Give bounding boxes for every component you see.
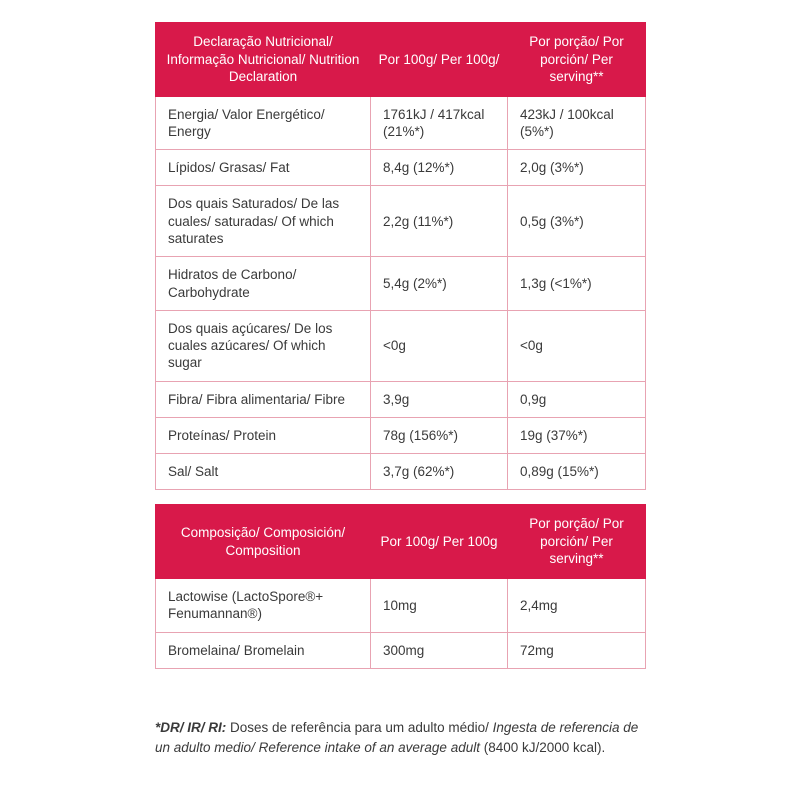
header-per-serving: Por porção/ Por porción/ Per serving** — [508, 23, 646, 97]
row-value-per-100g: 78g (156%*) — [371, 417, 508, 453]
footnote-text-pt: Doses de referência para um adulto médio/ — [226, 720, 493, 735]
row-label: Dos quais açúcares/ De los cuales azúcares/ Of which sugar — [156, 310, 371, 381]
header-per-serving: Por porção/ Por porción/ Per serving** — [508, 505, 646, 579]
row-value-per-100g: 5,4g (2%*) — [371, 257, 508, 311]
row-value-per-serving: 2,0g (3%*) — [508, 150, 646, 186]
footnote-text-es-en: Ingesta de referencia de un adulto medio/ Reference intake of an average adult — [155, 720, 639, 755]
composition-table-header — [156, 505, 646, 579]
nutrition-declaration-table — [155, 22, 646, 490]
row-value-per-100g: 300mg — [371, 632, 508, 668]
tables-container — [155, 22, 645, 669]
nutrition-table-header — [156, 23, 646, 97]
table-row — [156, 381, 646, 417]
row-value-per-serving: 0,5g (3%*) — [508, 186, 646, 257]
row-value-per-100g: 2,2g (11%*) — [371, 186, 508, 257]
header-per-100g: Por 100g/ Per 100g — [371, 505, 508, 579]
footnote-marker: *DR/ IR/ RI: — [155, 720, 227, 735]
header-declaration-label: Declaração Nutricional/ Informação Nutricional/ Nutrition Declaration — [156, 23, 371, 97]
row-value-per-100g: 8,4g (12%*) — [371, 150, 508, 186]
header-per-100g: Por 100g/ Per 100g/ — [371, 23, 508, 97]
row-label: Energia/ Valor Energético/ Energy — [156, 96, 371, 150]
row-value-per-100g: 3,9g — [371, 381, 508, 417]
row-label: Hidratos de Carbono/ Carbohydrate — [156, 257, 371, 311]
row-label: Fibra/ Fibra alimentaria/ Fibre — [156, 381, 371, 417]
table-header-row — [156, 505, 646, 579]
row-label: Sal/ Salt — [156, 454, 371, 490]
row-label: Dos quais Saturados/ De las cuales/ saturadas/ Of which saturates — [156, 186, 371, 257]
row-label: Bromelaina/ Bromelain — [156, 632, 371, 668]
composition-table — [155, 504, 646, 668]
row-value-per-serving: 0,9g — [508, 381, 646, 417]
row-value-per-serving: 0,89g (15%*) — [508, 454, 646, 490]
nutrition-table-body — [156, 96, 646, 490]
row-value-per-100g: <0g — [371, 310, 508, 381]
row-value-per-serving: 19g (37%*) — [508, 417, 646, 453]
row-value-per-100g: 3,7g (62%*) — [371, 454, 508, 490]
table-row — [156, 454, 646, 490]
row-value-per-serving: 423kJ / 100kcal (5%*) — [508, 96, 646, 150]
table-row — [156, 96, 646, 150]
row-value-per-serving: 1,3g (<1%*) — [508, 257, 646, 311]
row-label: Lactowise (LactoSpore®+ Fenumannan®) — [156, 579, 371, 633]
reference-intake-footnote — [155, 718, 647, 757]
footnote-text-end: (8400 kJ/2000 kcal). — [479, 739, 606, 755]
row-label: Proteínas/ Protein — [156, 417, 371, 453]
row-value-per-serving: 72mg — [508, 632, 646, 668]
row-value-per-100g: 10mg — [371, 579, 508, 633]
table-row — [156, 417, 646, 453]
table-row — [156, 257, 646, 311]
table-row — [156, 186, 646, 257]
table-row — [156, 310, 646, 381]
table-row — [156, 579, 646, 633]
row-value-per-serving: 2,4mg — [508, 579, 646, 633]
row-label: Lípidos/ Grasas/ Fat — [156, 150, 371, 186]
composition-table-body — [156, 579, 646, 669]
table-row — [156, 150, 646, 186]
table-header-row — [156, 23, 646, 97]
row-value-per-serving: <0g — [508, 310, 646, 381]
header-composition-label: Composição/ Composición/ Composition — [156, 505, 371, 579]
row-value-per-100g: 1761kJ / 417kcal (21%*) — [371, 96, 508, 150]
table-row — [156, 632, 646, 668]
